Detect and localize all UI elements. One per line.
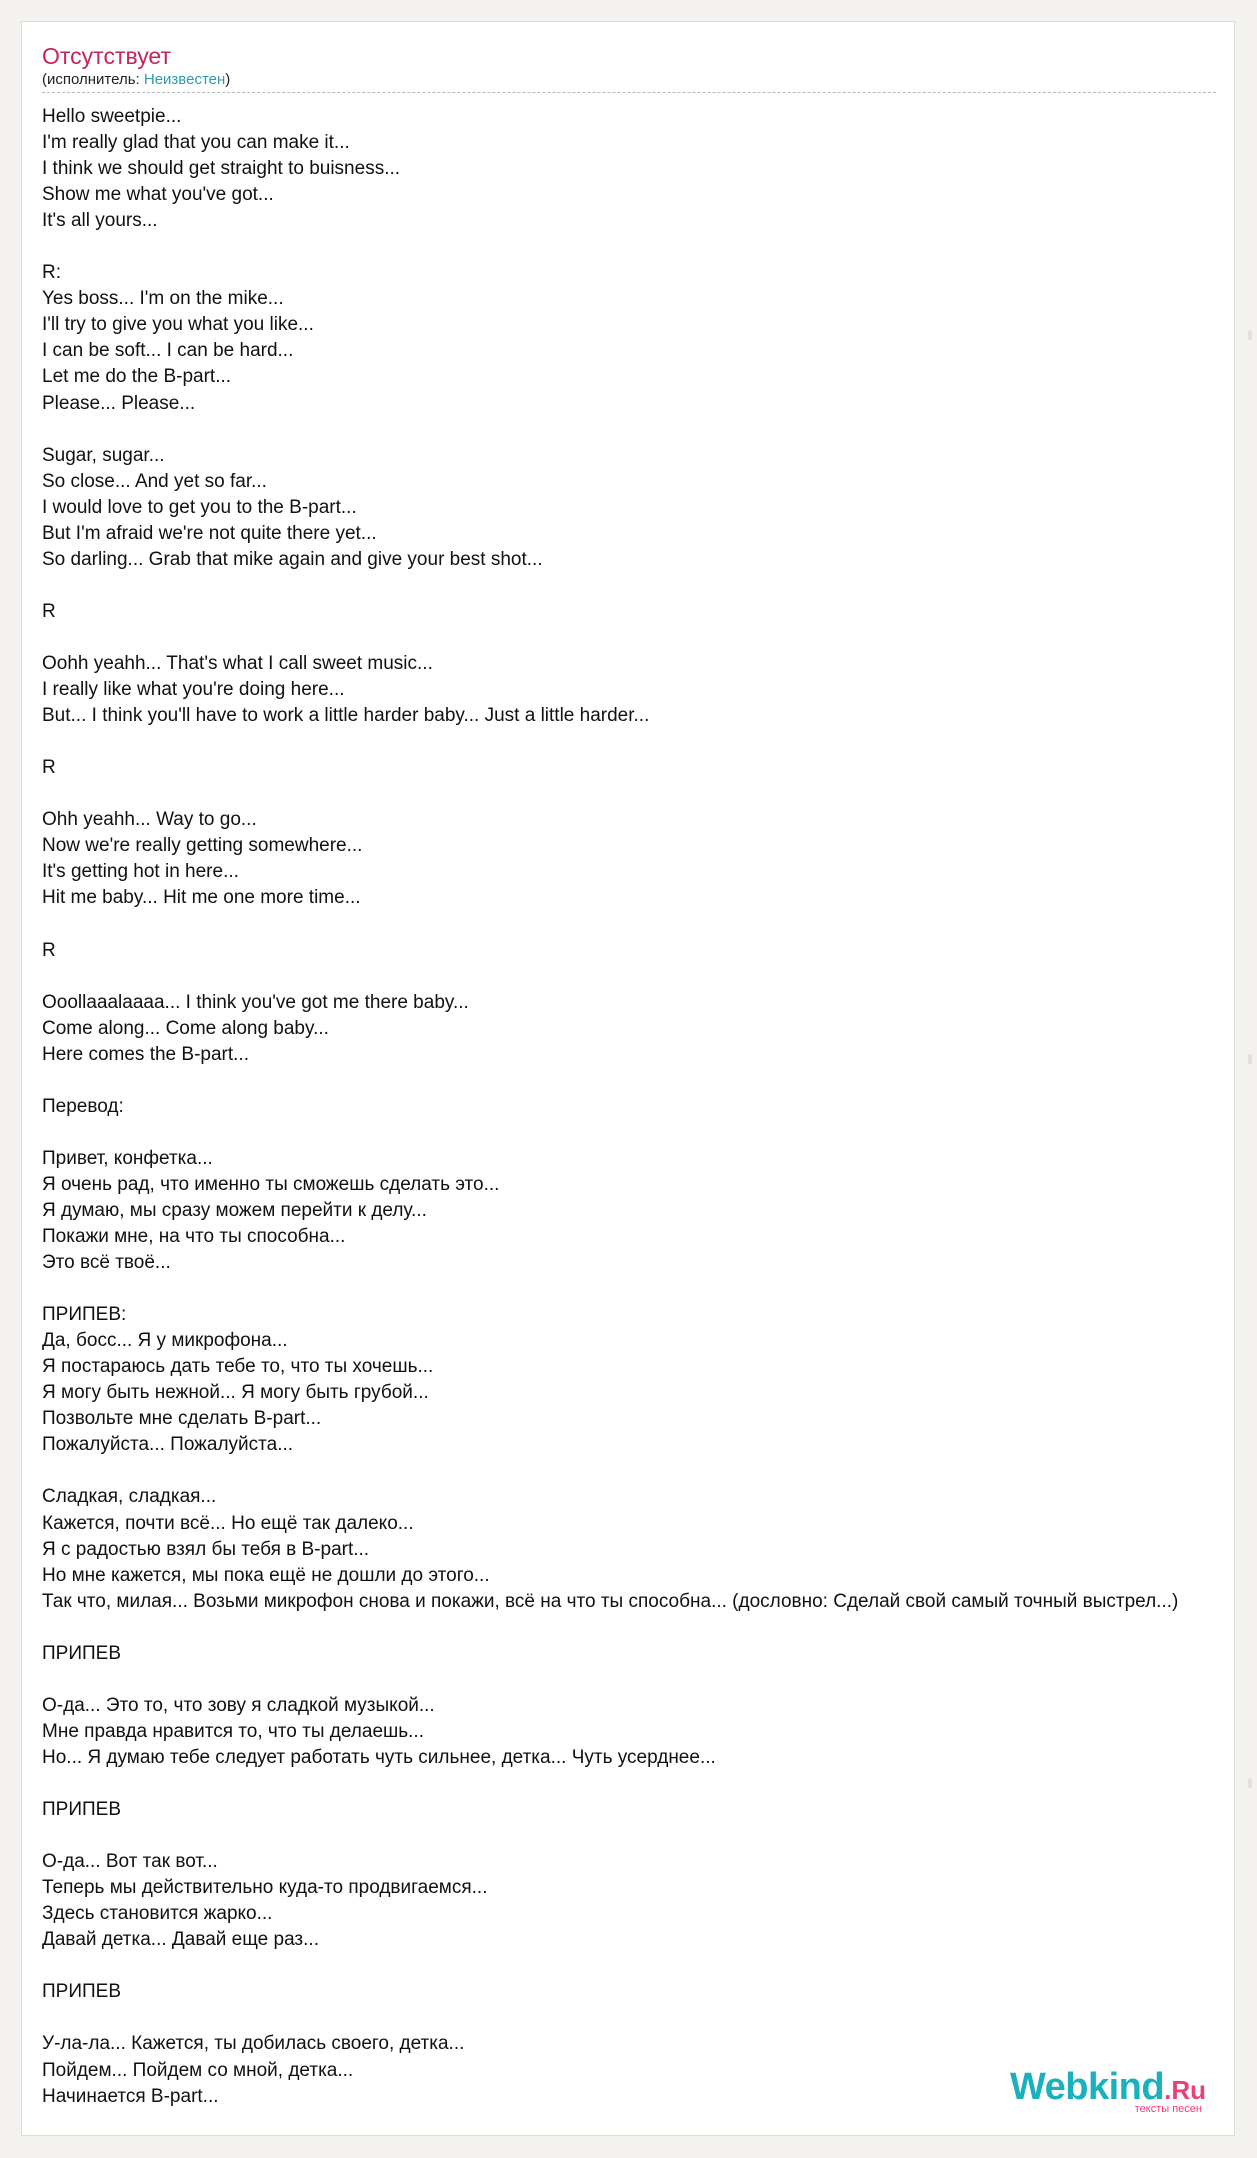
lyric-blank-line: [42, 1615, 1257, 1641]
lyric-line: Пожалуйста... Пожалуйста...: [42, 1434, 294, 1456]
lyric-line: ПРИПЕВ:: [42, 1304, 127, 1326]
lyric-line: Come along... Come along baby...: [42, 1017, 329, 1039]
lyric-line: Кажется, почти всё... Но ещё так далеко...: [42, 1512, 414, 1534]
lyric-blank-line: [42, 964, 1257, 990]
lyric-line: I'm really glad that you can make it...: [42, 132, 350, 154]
lyric-line: I can be soft... I can be hard...: [42, 340, 294, 362]
lyric-line: Начинается B-part...: [42, 2085, 219, 2107]
lyric-line: Я думаю, мы сразу можем перейти к делу...: [42, 1199, 427, 1221]
lyric-line: У-ла-ла... Кажется, ты добилась своего, детка...: [42, 2033, 465, 2055]
lyric-blank-line: [42, 1953, 1257, 1979]
lyric-line: Here comes the B-part...: [42, 1043, 249, 1065]
lyric-line: Я очень рад, что именно ты сможешь сделать это...: [42, 1173, 500, 1195]
decorative-mark: [1248, 1054, 1252, 1064]
lyric-line: ПРИПЕВ: [42, 1642, 121, 1664]
lyric-line: It's all yours...: [42, 210, 158, 232]
lyric-line: Sugar, sugar...: [42, 444, 165, 466]
lyric-line: R: [42, 600, 56, 622]
lyric-line: So close... And yet so far...: [42, 470, 267, 492]
lyric-line: Hello sweetpie...: [42, 106, 182, 127]
lyric-line: Please... Please...: [42, 392, 196, 414]
lyric-blank-line: [42, 781, 1257, 807]
lyric-line: Это всё твоё...: [42, 1252, 171, 1274]
title-divider: [42, 92, 1216, 93]
lyric-line: I really like what you're doing here...: [42, 679, 345, 701]
lyric-line: Давай детка... Давай еще раз...: [42, 1929, 319, 1951]
lyric-line: Теперь мы действительно куда-то продвигаемся...: [42, 1877, 488, 1899]
lyric-line: Но мне кажется, мы пока ещё не дошли до этого...: [42, 1564, 490, 1586]
lyric-line: Пойдем... Пойдем со мной, детка...: [42, 2059, 354, 2081]
lyric-blank-line: [42, 1667, 1257, 1693]
lyric-blank-line: [42, 2005, 1257, 2031]
lyric-blank-line: [42, 573, 1257, 599]
lyrics-text: [42, 104, 1257, 2110]
artist-line: [42, 71, 230, 89]
lyric-blank-line: [42, 417, 1257, 443]
lyric-line: Let me do the B-part...: [42, 366, 232, 388]
lyric-line: Сладкая, сладкая...: [42, 1486, 217, 1508]
lyric-line: Позвольте мне сделать B-part...: [42, 1408, 322, 1430]
lyric-line: Привет, конфетка...: [42, 1147, 213, 1169]
lyric-line: Ooollaaalaaaa... I think you've got me there baby...: [42, 991, 469, 1013]
lyric-blank-line: [42, 1068, 1257, 1094]
lyric-line: Я могу быть нежной... Я могу быть грубой...: [42, 1382, 429, 1404]
lyric-blank-line: [42, 1276, 1257, 1302]
lyric-line: Now we're really getting somewhere...: [42, 835, 363, 857]
lyric-line: Show me what you've got...: [42, 184, 274, 206]
site-logo[interactable]: [1010, 2068, 1206, 2115]
lyric-line: Но... Я думаю тебе следует работать чуть сильнее, детка... Чуть усерднее...: [42, 1746, 716, 1768]
lyric-line: But... I think you'll have to work a little harder baby... Just a little harder...: [42, 705, 650, 727]
lyric-line: Здесь становится жарко...: [42, 1903, 273, 1925]
artist-suffix: ): [225, 71, 231, 88]
lyric-line: Ohh yeahh... Way to go...: [42, 809, 257, 831]
lyric-blank-line: [42, 911, 1257, 937]
lyric-line: Мне правда нравится то, что ты делаешь...: [42, 1720, 424, 1742]
lyric-blank-line: [42, 234, 1257, 260]
lyric-line: Yes boss... I'm on the mike...: [42, 288, 284, 310]
lyric-line: I would love to get you to the B-part...: [42, 496, 357, 518]
lyric-line: Покажи мне, на что ты способна...: [42, 1226, 346, 1248]
lyric-blank-line: [42, 729, 1257, 755]
lyrics-card: [21, 21, 1235, 2136]
artist-link[interactable]: Неизвестен: [143, 71, 226, 88]
lyric-line: ПРИПЕВ: [42, 1799, 121, 1821]
lyric-blank-line: [42, 625, 1257, 651]
lyric-line: Так что, милая... Возьми микрофон снова и покажи, всё на что ты способна... (дословно: Сделай свой самый точный выстрел...): [42, 1590, 1179, 1612]
lyric-line: О-да... Вот так вот...: [42, 1851, 218, 1873]
song-title: Отсутствует: [42, 43, 171, 69]
lyric-line: It's getting hot in here...: [42, 861, 239, 883]
lyric-line: R:: [42, 262, 61, 284]
decorative-mark: [1248, 1778, 1252, 1788]
logo-tagline: тексты песен: [1134, 2103, 1202, 2115]
lyric-line: I think we should get straight to buisness...: [42, 158, 401, 180]
logo-main-text: Webkind: [1009, 2066, 1165, 2108]
logo-domain-suffix: .Ru: [1164, 2075, 1206, 2105]
lyric-line: R: [42, 757, 56, 779]
lyric-line: R: [42, 939, 56, 961]
lyric-blank-line: [42, 1120, 1257, 1146]
lyric-blank-line: [42, 1458, 1257, 1484]
lyric-line: ПРИПЕВ: [42, 1981, 121, 2003]
lyric-line: So darling... Grab that mike again and give your best shot...: [42, 548, 543, 570]
lyric-line: But I'm afraid we're not quite there yet...: [42, 522, 377, 544]
lyric-line: I'll try to give you what you like...: [42, 314, 314, 336]
artist-prefix: (исполнитель:: [42, 71, 144, 88]
lyric-line: О-да... Это то, что зову я сладкой музыкой...: [42, 1694, 435, 1716]
decorative-mark: [1248, 330, 1252, 340]
lyric-blank-line: [42, 1771, 1257, 1797]
lyric-blank-line: [42, 1823, 1257, 1849]
lyric-line: Я постараюсь дать тебе то, что ты хочешь...: [42, 1356, 434, 1378]
lyric-line: Да, босс... Я у микрофона...: [42, 1330, 288, 1352]
lyric-line: Перевод:: [42, 1095, 124, 1117]
lyric-line: Hit me baby... Hit me one more time...: [42, 887, 361, 909]
lyric-line: Я с радостью взял бы тебя в B-part...: [42, 1538, 370, 1560]
lyric-line: Oohh yeahh... That's what I call sweet music...: [42, 652, 433, 674]
